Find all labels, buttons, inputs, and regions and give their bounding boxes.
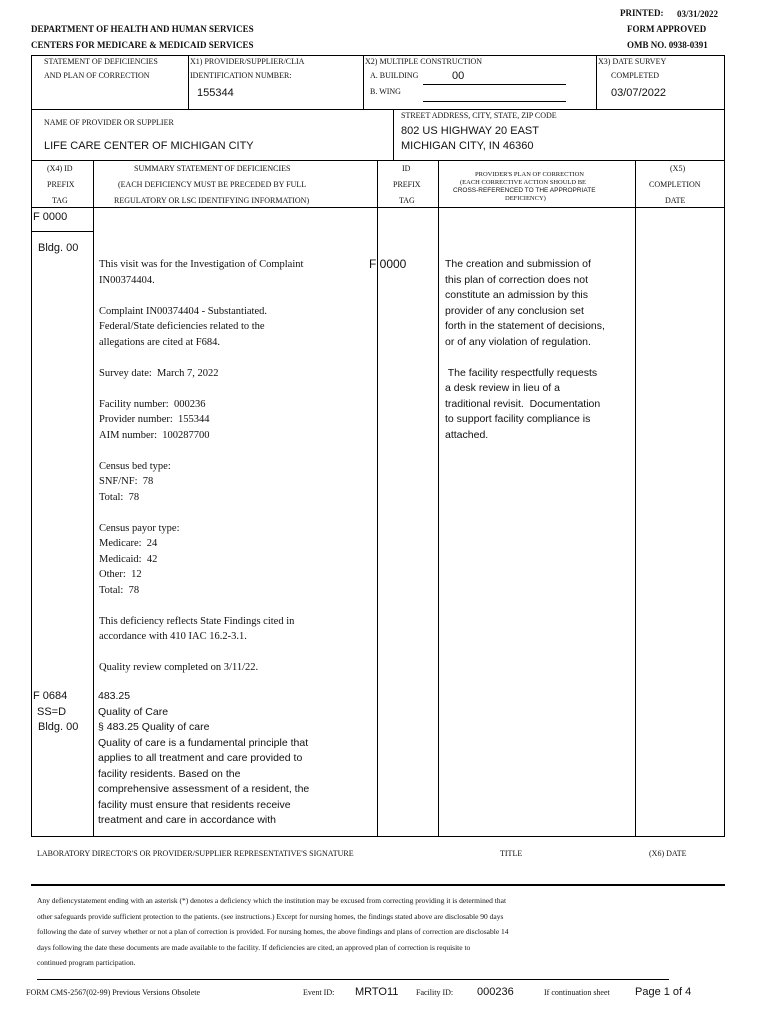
scope-severity: SS=D [37,706,67,718]
printed-date: 03/31/2022 [677,9,719,19]
cms-title: CENTERS FOR MEDICARE & MEDICAID SERVICES [31,40,254,50]
id-header-3: TAG [399,196,415,205]
statement-label-1: STATEMENT OF DEFICIENCIES [44,57,158,66]
x1-label-2: IDENTIFICATION NUMBER: [190,71,292,80]
x3-label-1: X3) DATE SURVEY [598,57,667,66]
plan-header-1: PROVIDER'S PLAN OF CORRECTION [475,171,584,178]
x4-header-3: TAG [52,196,68,205]
id-header-1: ID [402,164,411,173]
title-label: TITLE [500,849,523,858]
survey-date-value: 03/07/2022 [611,87,667,99]
event-id-value: MRTO11 [355,986,399,998]
date-label: (X6) DATE [649,849,687,858]
provider-name-value: LIFE CARE CENTER OF MICHIGAN CITY [44,140,254,152]
tag-f0684: F 0684 [33,690,68,702]
x4-header-1: (X4) ID [47,164,73,173]
tag-f0000: F 0000 [33,211,68,223]
form-approved: FORM APPROVED [627,24,707,34]
summary-header-1: SUMMARY STATEMENT OF DEFICIENCIES [134,164,291,173]
x2-label: X2) MULTIPLE CONSTRUCTION [365,57,483,66]
provider-id-value: 155344 [197,87,234,99]
building-value: 00 [452,70,465,82]
statement-label-2: AND PLAN OF CORRECTION [44,71,150,80]
disclaimer-text: Any defiencystatement ending with an asterisk (*) denotes a deficiency which the institution may be excused from correcting providing it is determined that other safeguards provide sufficient protection to the patients. (see instructions.) Except for nursing homes, the findings stated above are disclosable 90 days following the date of survey whether or not a plan of correction is provided. For nursing homes, the above findings and plans of correction are disclosable 14 days following the date these documents are made available to the facility. If deficiencies are cited, an approved plan of correction is requisite to continued program participation. [37,896,509,967]
x5-header-3: DATE [665,196,686,205]
facility-id-value: 000236 [477,986,514,998]
facility-id-label: Facility ID: [416,988,454,997]
x5-header-1: (X5) [670,164,686,173]
department-title: DEPARTMENT OF HEALTH AND HUMAN SERVICES [31,24,254,34]
bldg-2: Bldg. 00 [38,721,79,733]
x4-header-2: PREFIX [47,180,75,189]
address-line2: MICHIGAN CITY, IN 46360 [401,140,534,152]
id-tag-f0000: F 0000 [369,257,407,271]
plan-header-2: (EACH CORRECTIVE ACTION SHOULD BE [460,179,587,186]
signature-label: LABORATORY DIRECTOR'S OR PROVIDER/SUPPLIER REPRESENTATIVE'S SIGNATURE [37,849,354,858]
plan-header-3: CROSS-REFERENCED TO THE APPROPRIATE [453,187,596,194]
address-line1: 802 US HIGHWAY 20 EAST [401,125,539,137]
printed-label: PRINTED: [620,8,664,18]
plan-of-correction: The creation and submission of this plan of correction does not constitute an admission by this provider of any conclusion set forth in the statement of decisions, or of any violation of regulation. The facility respectfully requests a desk review in lieu of a traditional revisit. Documentation to support facility compliance is attached. [445,258,605,441]
summary-block-2: 483.25 Quality of Care § 483.25 Quality of care Quality of care is a fundamental principle that applies to all treatment and care provided to facility residents. Based on the comprehensive assessment of a resident, the facility must ensure that residents receive treatment and care in accordance with [98,690,310,826]
wing-label: B. WING [370,87,401,96]
bldg-1: Bldg. 00 [38,242,79,254]
plan-header-4: DEFICIENCY) [505,195,546,202]
continuation-label: If continuation sheet [544,988,610,997]
summary-block-1: This visit was for the Investigation of Complaint IN00374404. Complaint IN00374404 - Substantiated. Federal/State deficiencies related to the allegations are cited at F684. Survey date: March 7, 2022 Facility number: 000236 Provider number: 155344 AIM number: 100287700 Census bed type: SNF/NF: 78 Total: 78 Census payor type: Medicare: 24 Medicaid: 42 Other: 12 Total: 78 This deficiency reflects State Findings cited in accordance with 410 IAC 16.2-3.1. Quality review completed on 3/11/22. [99,259,304,673]
building-label: A. BUILDING [370,71,419,80]
summary-header-2: (EACH DEFICIENCY MUST BE PRECEDED BY FULL [118,180,307,189]
summary-header-3: REGULATORY OR LSC IDENTIFYING INFORMATION) [114,196,310,205]
event-id-label: Event ID: [303,988,335,997]
omb-number: OMB NO. 0938-0391 [627,40,708,50]
x1-label-1: X1) PROVIDER/SUPPLIER/CLIA [190,57,305,66]
id-header-2: PREFIX [393,180,421,189]
provider-name-label: NAME OF PROVIDER OR SUPPLIER [44,118,174,127]
x3-label-2: COMPLETED [611,71,659,80]
x5-header-2: COMPLETION [649,180,701,189]
form-number: FORM CMS-2567(02-99) Previous Versions Obsolete [26,988,201,997]
address-label: STREET ADDRESS, CITY, STATE, ZIP CODE [401,111,557,120]
page-number: Page 1 of 4 [635,986,692,998]
